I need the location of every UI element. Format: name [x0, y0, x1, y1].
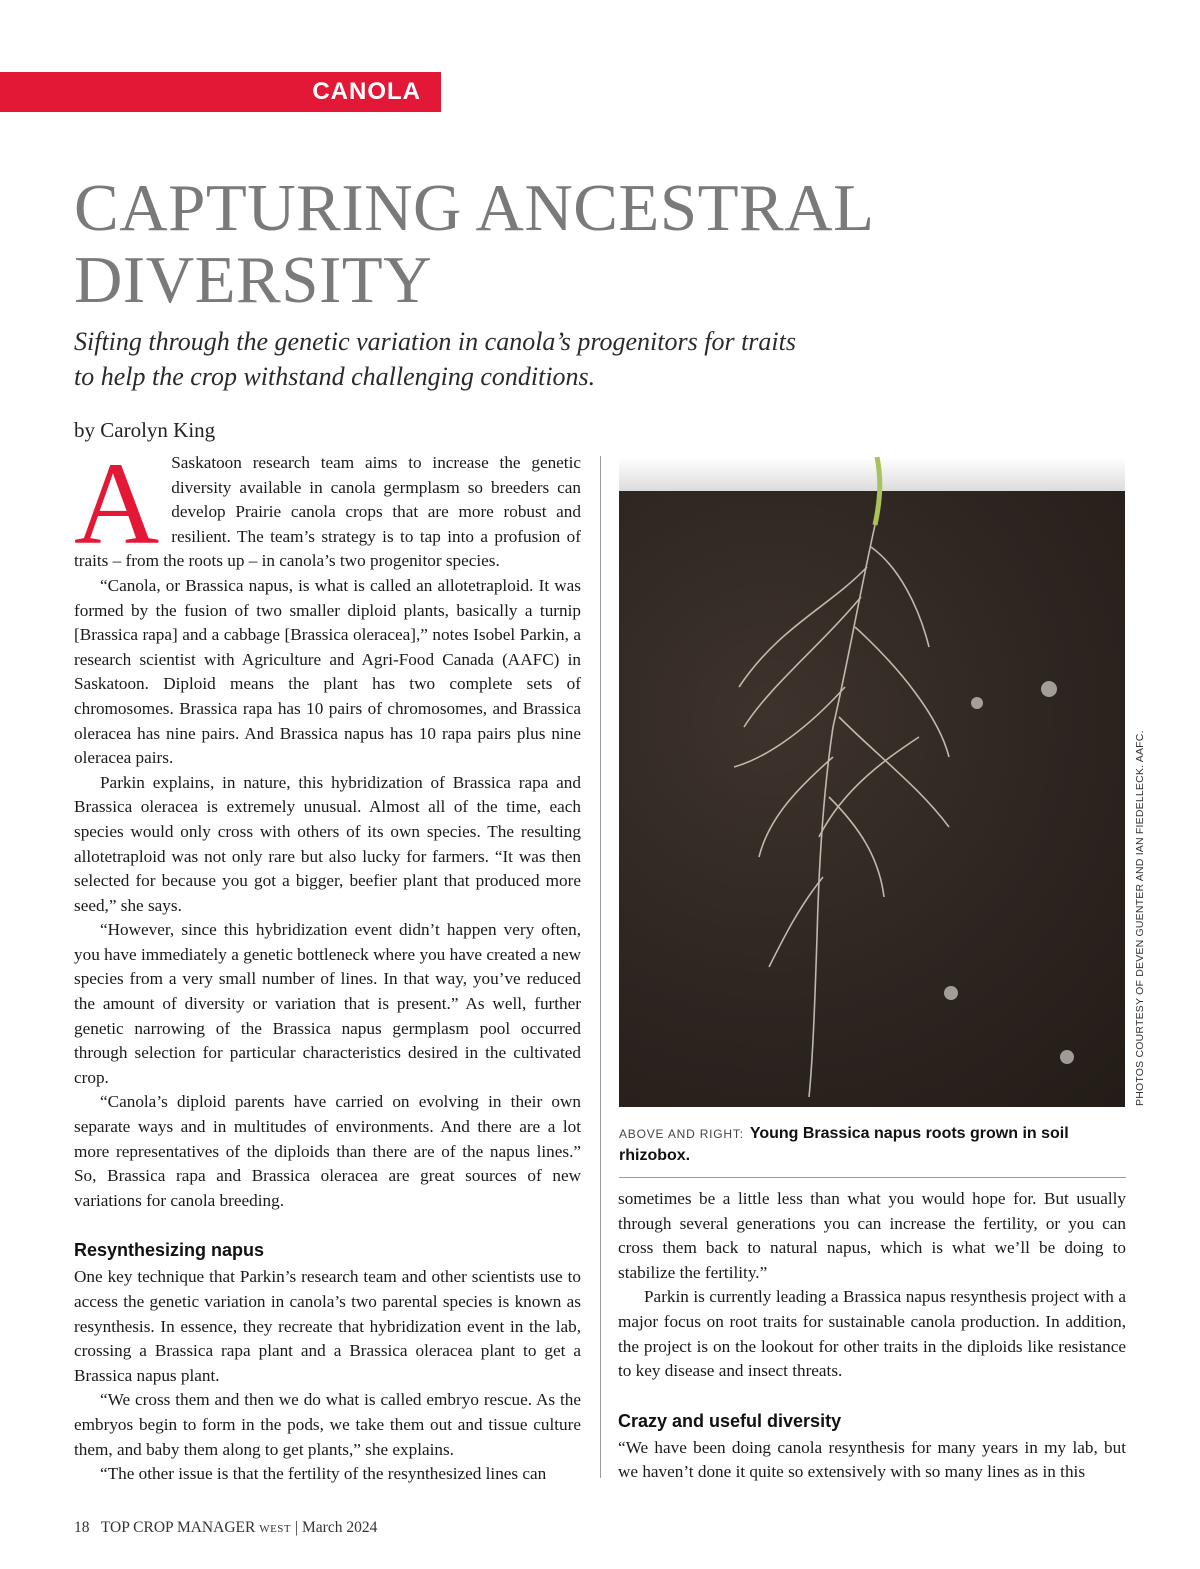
paragraph: “Canola’s diploid parents have carried on evolving in their own separate ways and in multitudes of environments. And there are a lot more representatives of the diploids than there are of the napus lines.” So, Brassica rapa and Brassica oleracea are great sources of new variations for canola breeding. — [74, 1092, 581, 1210]
paragraph: “The other issue is that the fertility of the resynthesized lines can — [100, 1464, 547, 1484]
section-tag — [0, 72, 441, 112]
subhead-resynthesizing: Resynthesizing napus — [74, 1240, 265, 1261]
dek-line-2: to help the crop withstand challenging conditions. — [74, 362, 596, 391]
caption-divider — [619, 1177, 1126, 1178]
issue-date: | March 2024 — [295, 1519, 378, 1536]
paragraph: Parkin explains, in nature, this hybridization of Brassica rapa and Brassica oleracea is extremely unusual. Almost all of the time, each species would only cross with others of its own species. The resulting allotetraploid was not only rare but also lucky for farmers. “It was then selected for because you got a bigger, beefier plant that produced more seed,” she says. — [74, 772, 581, 915]
drop-cap: A — [74, 438, 160, 569]
column-divider — [600, 456, 601, 1478]
rhizobox-root-photo — [619, 457, 1125, 1107]
root-illustration — [619, 457, 1125, 1107]
paragraph: “We cross them and then we do what is called embryo rescue. As the embryos begin to form in the pods, we take them out and tissue culture them, and baby them along to get plants,” she explains. — [74, 1390, 581, 1459]
section-label: CANOLA — [312, 78, 421, 105]
paragraph: One key technique that Parkin’s research team and other scientists use to access the genetic variation in canola’s two parental species is known as resynthesis. In essence, they recreate that hybridization event in the lab, crossing a Brassica rapa plant and a Brassica oleracea plant to get a Brassica napus plant. — [74, 1267, 581, 1385]
byline: by Carolyn King — [74, 418, 216, 442]
photo-credit: PHOTOS COURTESY OF DEVEN GUENTER AND IAN FIEDELLECK. AAFC. — [1134, 730, 1146, 1106]
headline: CAPTURING ANCESTRAL DIVERSITY — [74, 171, 873, 317]
caption-text: Young Brassica napus roots grown in soil rhizobox. — [619, 1125, 1069, 1164]
paragraph: “Canola, or Brassica napus, is what is called an allotetraploid. It was formed by the fusion of two smaller diploid plants, basically a turnip [Brassica rapa] and a cabbage [Brassica oleracea],” notes Isobel Parkin, a research scientist with Agriculture and Agri-Food Canada (AAFC) in Saskatoon. Diploid means the plant has two complete sets of chromosomes. Brassica rapa has 10 pairs of chromosomes, and Brassica oleracea has nine pairs. And Brassica napus has 10 rapa pairs plus nine oleracea pairs. — [74, 575, 581, 768]
magazine-name: TOP CROP MANAGER — [100, 1519, 256, 1536]
paragraph: sometimes be a little less than what you would hope for. But usually through several generations you can increase the fertility, or you can cross them back to natural napus, which is what we’ll be doing to stabilize the fertility.” — [618, 1189, 1126, 1282]
magazine-edition: WEST — [259, 1523, 292, 1535]
page-footer — [74, 1519, 377, 1537]
page-number: 18 — [74, 1519, 90, 1536]
paragraph: “However, since this hybridization event didn’t happen very often, you have immediately a genetic bottleneck where you have created a new species from a very small number of lines. In that way, you’ve reduced the amount of diversity or variation that is present.” As well, further genetic narrowing of the Brassica napus germplasm pool occurred through selection for particular characteristics desired in the cultivated crop. — [74, 920, 581, 1087]
caption-lead: ABOVE AND RIGHT: — [619, 1127, 744, 1141]
dek — [74, 324, 834, 394]
dek-line-1: Sifting through the genetic variation in canola’s progenitors for traits — [74, 327, 796, 356]
left-column — [74, 438, 581, 1487]
right-column — [618, 1187, 1126, 1485]
photo-caption — [619, 1123, 1127, 1167]
paragraph: Parkin is currently leading a Brassica napus resynthesis project with a major focus on root traits for sustainable canola production. In addition, the project is on the lookout for other traits in the diploids like resistance to key disease and insect threats. — [618, 1287, 1126, 1381]
subhead-crazy-diversity: Crazy and useful diversity — [618, 1410, 842, 1431]
paragraph: Saskatoon research team aims to increase the genetic diversity available in canola germplasm so breeders can develop Prairie canola crops that are more robust and resilient. The team’s strategy is to tap into a profusion of traits – from the roots up – in canola’s two progenitor species. — [74, 453, 581, 571]
paragraph: “We have been doing canola resynthesis for many years in my lab, but we haven’t done it quite so extensively with so many lines as in this — [618, 1437, 1126, 1482]
